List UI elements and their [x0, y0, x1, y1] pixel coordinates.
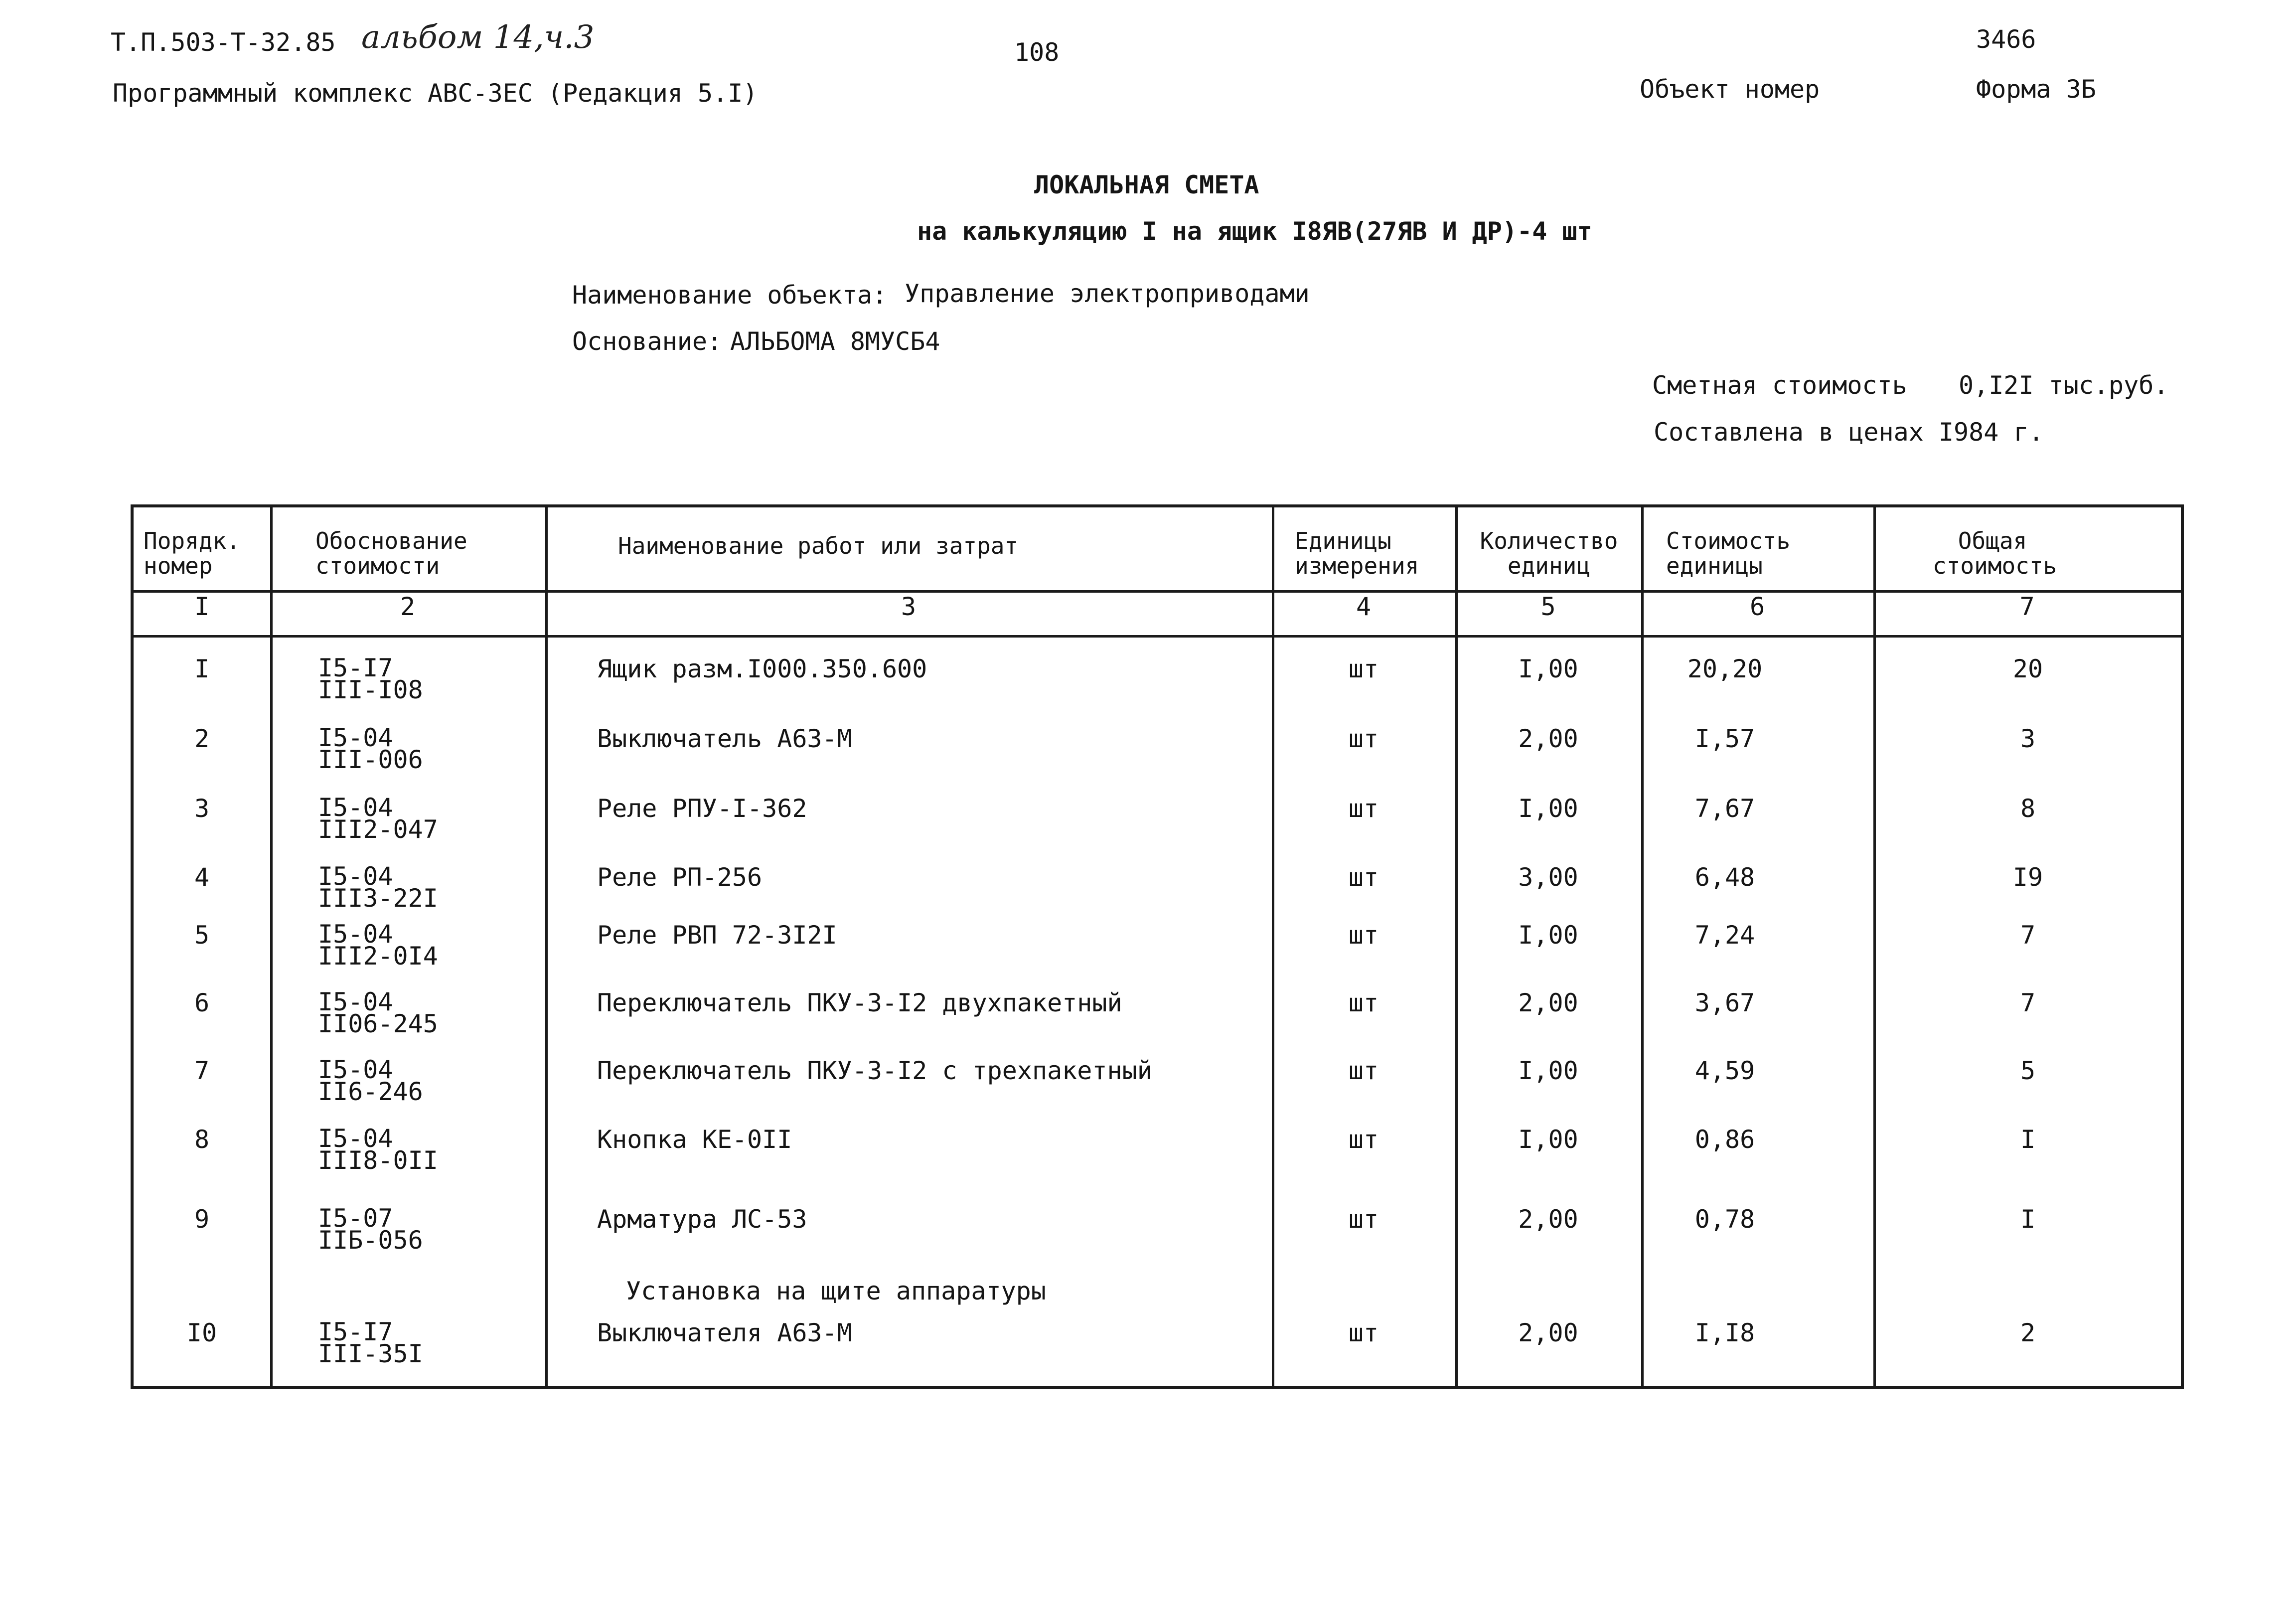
section-note: Установка на щите аппаратуры: [626, 1277, 1046, 1305]
cell-price: 0,78: [1694, 1205, 1755, 1234]
cell-name: Арматура ЛС-53: [597, 1205, 807, 1234]
cell-num: 5: [194, 921, 210, 950]
cell-unit: шт: [1348, 988, 1379, 1017]
cost-basis-line: I5-04: [318, 862, 393, 891]
cell-name: Ящик разм.I000.350.600: [597, 654, 927, 683]
basis-label: Основание:: [572, 327, 723, 356]
cell-name: Реле РП-256: [597, 863, 763, 892]
estimate-table: [131, 504, 2184, 1389]
cell-num: 3: [194, 794, 210, 823]
cell-num: 9: [194, 1205, 210, 1234]
cost-basis-line: III2-0I4: [318, 942, 438, 971]
cell-unit: шт: [1348, 863, 1379, 892]
cell-name: Кнопка КЕ-0II: [597, 1125, 792, 1154]
cell-name: Реле РПУ-I-362: [597, 794, 807, 823]
cell-total: 3: [2020, 724, 2036, 753]
cost-basis-line: I5-04: [318, 723, 393, 752]
cell-cost-basis: [318, 1124, 438, 1175]
cost-basis-line: III-I08: [318, 675, 423, 704]
cell-unit: шт: [1348, 1125, 1379, 1154]
cost-basis-line: I5-I7: [318, 653, 393, 682]
cell-total: I: [2020, 1205, 2036, 1234]
cell-cost-basis: [318, 862, 438, 913]
cell-price: I,I8: [1694, 1318, 1755, 1347]
cell-cost-basis: [318, 1055, 423, 1106]
cost-basis-line: III2-047: [318, 815, 438, 844]
cost-basis-line: I5-04: [318, 793, 393, 822]
handwritten-album-note: альбом 14,ч.3: [361, 19, 595, 56]
cell-num: 6: [194, 988, 210, 1017]
object-name-value: Управление электроприводами: [905, 279, 1310, 308]
cost-basis-line: I5-04: [318, 1124, 393, 1153]
cell-unit: шт: [1348, 1318, 1379, 1347]
header-col-2: Обоснование стоимости: [315, 527, 467, 579]
document-code: Т.П.503-Т-32.85: [111, 28, 336, 57]
cost-basis-line: IIБ-056: [318, 1226, 423, 1255]
cell-cost-basis: [318, 793, 438, 844]
cell-qty: I,00: [1518, 921, 1578, 950]
cell-cost-basis: [318, 653, 423, 704]
header-col-4: Единицы измерения: [1295, 527, 1419, 579]
cell-price: 7,24: [1694, 921, 1755, 950]
cell-unit: шт: [1348, 724, 1379, 753]
cell-total: 5: [2020, 1056, 2036, 1085]
header-col-7: Общая стоимость: [1933, 527, 2057, 579]
column-number: 6: [1749, 592, 1765, 621]
software-label: Программный комплекс АВС-3ЕС (Редакция 5.I): [113, 79, 758, 108]
cell-qty: 2,00: [1518, 724, 1578, 753]
cell-name: Выключателя А63-М: [597, 1318, 852, 1347]
cell-total: 7: [2020, 921, 2036, 950]
cost-basis-line: II6-246: [318, 1077, 423, 1106]
object-number-label: Объект номер: [1640, 75, 1820, 104]
cell-unit: шт: [1348, 654, 1379, 683]
cell-price: I,57: [1694, 724, 1755, 753]
cell-num: 8: [194, 1125, 210, 1154]
cost-basis-line: III-006: [318, 745, 423, 774]
column-divider: [270, 507, 273, 1386]
cost-basis-line: I5-04: [318, 920, 393, 949]
document-title: ЛОКАЛЬНАЯ СМЕТА: [1034, 170, 1259, 199]
cell-price: 20,20: [1687, 654, 1763, 683]
cost-basis-line: I5-I7: [318, 1317, 393, 1346]
form-label: Форма 3Б: [1976, 75, 2096, 104]
cell-name: Переключатель ПКУ-3-I2 двухпакетный: [597, 988, 1122, 1017]
cell-qty: 3,00: [1518, 863, 1578, 892]
document-subtitle: на калькуляцию I на ящик I8ЯВ(27ЯВ И ДР)-4 шт: [917, 217, 1592, 246]
cell-total: 20: [2012, 654, 2043, 683]
header-col-5: Количество единиц: [1480, 527, 1618, 579]
column-divider: [545, 507, 548, 1386]
cell-num: I0: [186, 1318, 217, 1347]
cost-basis-line: III3-22I: [318, 884, 438, 913]
cell-qty: 2,00: [1518, 1318, 1578, 1347]
cell-price: 3,67: [1694, 988, 1755, 1017]
cell-qty: 2,00: [1518, 1205, 1578, 1234]
estimated-cost-value: 0,I2I тыс.руб.: [1959, 371, 2169, 400]
column-number: 4: [1356, 592, 1372, 621]
cell-qty: I,00: [1518, 1125, 1578, 1154]
cost-basis-line: I5-07: [318, 1204, 393, 1233]
cell-num: 4: [194, 863, 210, 892]
cell-qty: I,00: [1518, 1056, 1578, 1085]
column-number: 5: [1540, 592, 1556, 621]
header-col-3: Наименование работ или затрат: [618, 532, 1019, 559]
cell-price: 4,59: [1694, 1056, 1755, 1085]
cost-basis-line: II06-245: [318, 1009, 438, 1038]
cost-basis-line: III8-0II: [318, 1146, 438, 1175]
cell-unit: шт: [1348, 1056, 1379, 1085]
cell-num: 2: [194, 724, 210, 753]
header-col-6: Стоимость единицы: [1666, 527, 1791, 579]
cell-cost-basis: [318, 1317, 423, 1368]
estimated-cost-label: Сметная стоимость: [1652, 371, 1907, 400]
page-number: 108: [1014, 38, 1060, 67]
cell-unit: шт: [1348, 921, 1379, 950]
cell-cost-basis: [318, 1204, 423, 1255]
cell-total: 7: [2020, 988, 2036, 1017]
basis-value: АЛЬБОМА 8МУСБ4: [730, 327, 940, 356]
cell-num: 7: [194, 1056, 210, 1085]
cell-total: I: [2020, 1125, 2036, 1154]
column-number: 7: [2019, 592, 2035, 621]
cell-name: Переключатель ПКУ-3-I2 с трехпакетный: [597, 1056, 1152, 1085]
cell-cost-basis: [318, 723, 423, 774]
cell-qty: 2,00: [1518, 988, 1578, 1017]
cell-qty: I,00: [1518, 794, 1578, 823]
cell-name: Выключатель А63-М: [597, 724, 852, 753]
cost-basis-line: I5-04: [318, 987, 393, 1016]
column-number-divider: [134, 635, 2181, 638]
cell-unit: шт: [1348, 794, 1379, 823]
header-col-1: Порядк. номер: [144, 527, 240, 579]
cell-cost-basis: [318, 987, 438, 1038]
cell-price: 0,86: [1694, 1125, 1755, 1154]
column-number: 3: [901, 592, 917, 621]
prices-note: Составлена в ценах I984 г.: [1654, 418, 2044, 447]
column-number: 2: [400, 592, 416, 621]
cell-total: 2: [2020, 1318, 2036, 1347]
cell-total: 8: [2020, 794, 2036, 823]
cell-price: 6,48: [1694, 863, 1755, 892]
cell-name: Реле РВП 72-3I2I: [597, 921, 837, 950]
cell-num: I: [194, 654, 210, 683]
object-name-label: Наименование объекта:: [572, 281, 888, 310]
cell-price: 7,67: [1694, 794, 1755, 823]
cell-total: I9: [2012, 863, 2043, 892]
cost-basis-line: I5-04: [318, 1055, 393, 1084]
cost-basis-line: III-35I: [318, 1339, 423, 1368]
cell-unit: шт: [1348, 1205, 1379, 1234]
column-number: I: [194, 592, 210, 621]
cell-cost-basis: [318, 920, 438, 971]
cell-qty: I,00: [1518, 654, 1578, 683]
sheet-number: 3466: [1976, 25, 2036, 54]
